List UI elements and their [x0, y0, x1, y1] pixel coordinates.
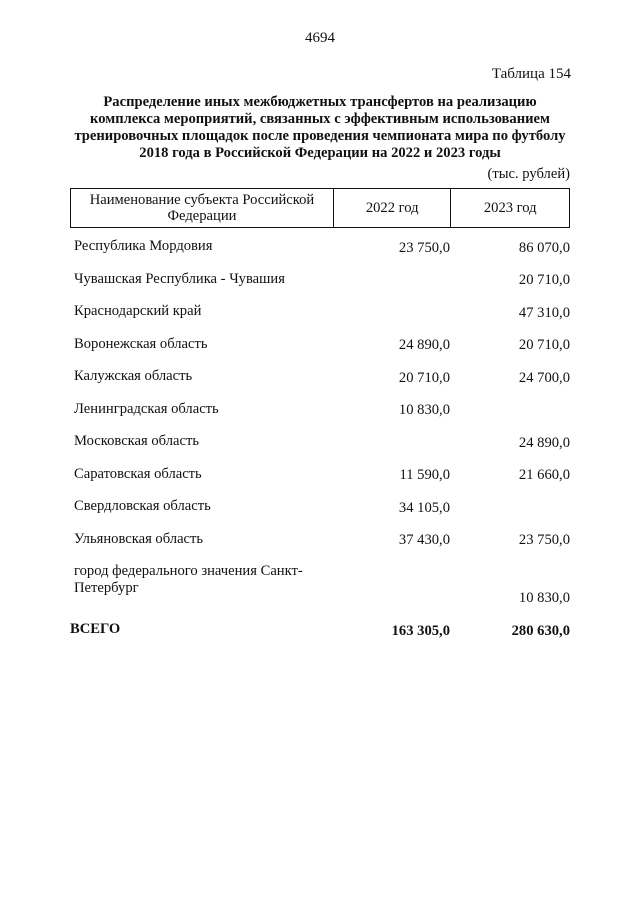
subject-name: Краснодарский край: [74, 303, 202, 319]
value-2023: 21 660,0: [518, 467, 570, 483]
header-subject-name: Наименование субъекта Российской Федерации: [71, 189, 334, 227]
table-row: [70, 496, 570, 529]
units-label: (тыс. рублей): [487, 166, 570, 182]
value-2023: [450, 517, 570, 529]
subject-name: Ленинградская область: [74, 400, 219, 417]
table-row: [70, 464, 570, 497]
value-2023: [450, 419, 570, 431]
table-body: [70, 236, 570, 652]
value-2023: 20 710,0: [518, 337, 570, 353]
subject-name: Калужская область: [74, 368, 193, 384]
subject-name: Саратовская область: [74, 465, 202, 482]
value-2022: 10 830,0: [398, 402, 450, 418]
subject-name: Свердловская область: [74, 498, 211, 514]
table-label: Таблица 154: [491, 66, 571, 82]
table-row: [70, 399, 570, 432]
value-2023: 47 310,0: [518, 304, 570, 321]
value-2023: 23 750,0: [518, 532, 570, 548]
value-2023: 20 710,0: [518, 272, 570, 288]
subject-name: Чувашская Республика - Чувашия: [74, 270, 285, 287]
total-2022: 163 305,0: [391, 622, 450, 639]
subject-name: Республика Мордовия: [74, 238, 213, 254]
header-2023: 2023 год: [483, 200, 537, 216]
total-label: ВСЕГО: [70, 621, 121, 637]
subject-name: Ульяновская область: [74, 530, 204, 547]
header-2022: 2022 год: [334, 189, 452, 227]
value-2023: 86 070,0: [518, 239, 570, 256]
value-2023: 24 890,0: [518, 434, 570, 451]
page-number: 4694: [305, 30, 335, 46]
distribution-table: [70, 188, 570, 652]
value-2022: 11 590,0: [399, 467, 450, 483]
table-row: [70, 366, 570, 399]
table-row: [70, 301, 570, 334]
table-row: [70, 431, 570, 464]
table-row: [70, 529, 570, 562]
subject-name: город федерального значения Санкт-Петербург: [74, 563, 303, 596]
table-row: [70, 334, 570, 367]
value-2022: [334, 289, 450, 301]
table-title: Распределение иных межбюджетных трансфертов на реализацию комплекса мероприятий, связанных с эффективным использованием тренировочных площадок после проведения чемпионата мира по футболу 2018 года в Российской Федерации на 2022 и 2023 годы: [74, 94, 566, 161]
value-2022: 23 750,0: [398, 239, 450, 256]
value-2022: 24 890,0: [398, 337, 450, 353]
value-2022: [334, 607, 450, 609]
value-2023: 24 700,0: [518, 369, 570, 386]
table-row: [70, 561, 570, 609]
value-2022: 20 710,0: [398, 369, 450, 386]
table-row: [70, 236, 570, 269]
value-2022: 37 430,0: [398, 532, 450, 548]
value-2022: [334, 322, 450, 334]
total-row: [70, 619, 570, 652]
value-2023: 10 830,0: [518, 590, 570, 606]
value-2022: [334, 452, 450, 464]
table-header: [70, 188, 570, 228]
value-2022: 34 105,0: [398, 499, 450, 516]
subject-name: Воронежская область: [74, 335, 208, 352]
table-row: [70, 269, 570, 302]
total-2023: 280 630,0: [511, 622, 570, 639]
subject-name: Московская область: [74, 433, 200, 449]
